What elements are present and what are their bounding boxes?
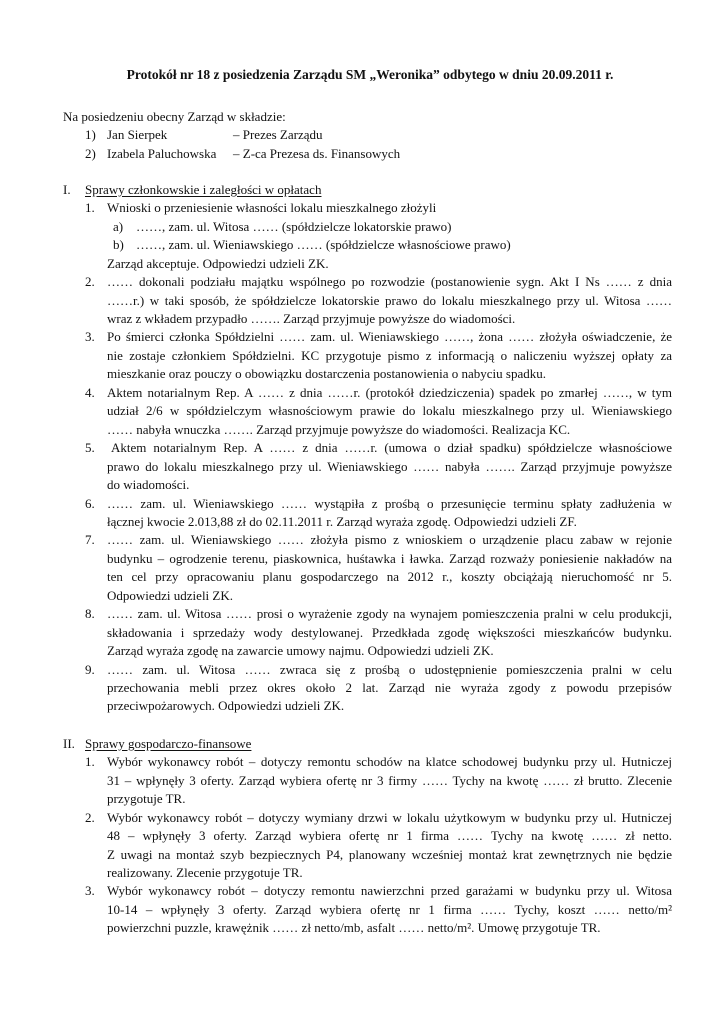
item-number: 3. bbox=[85, 883, 95, 899]
paragraph-line: 31 – wpłynęły 3 oferty. Zarząd wybiera ofertę nr 3 firmy …… Tychy na kwotę …… zł brutto. Zlecenie bbox=[107, 772, 672, 788]
paragraph-line: wraz z wkładem przypadło ……. Zarząd przyjmuje powyższe do wiadomości. bbox=[107, 310, 516, 326]
paragraph-line: Aktem notarialnym Rep. A …… z dnia ……r. (protokół dziedziczenia) spadek po zmarłej ……, w tym bbox=[107, 384, 672, 400]
paragraph-line: Wybór wykonawcy robót – dotyczy wymiany drzwi w lokalu użytkowym w budynku przy ul. Hutniczej bbox=[107, 809, 672, 825]
item-number: 3. bbox=[85, 329, 95, 345]
paragraph-line: prawo do lokalu mieszkalnego przy ul. Wieniawskiego …… nabyła ……. Zarząd przyjmuje powyższe bbox=[107, 458, 672, 474]
attendance-intro: Na posiedzeniu obecny Zarząd w składzie: bbox=[63, 108, 286, 124]
item-conclusion: Zarząd akceptuje. Odpowiedzi udzieli ZK. bbox=[107, 255, 329, 271]
paragraph-line: Aktem notarialnym Rep. A …… z dnia ……r. (umowa o dział spadku) spółdzielcze własnościowe bbox=[111, 440, 672, 456]
item-number: 1. bbox=[85, 754, 95, 770]
item-row bbox=[0, 439, 725, 457]
member-role: – Prezes Zarządu bbox=[233, 127, 323, 143]
paragraph-line: do wiadomości. bbox=[107, 477, 190, 493]
section-economic-financial bbox=[0, 735, 725, 938]
section-number: II. bbox=[63, 735, 75, 751]
paragraph-line: nie zostaje członkiem Spółdzielni. KC przygotuje pismo z informacją o naliczeniu wyższej opłaty za bbox=[107, 347, 672, 363]
item-row bbox=[0, 882, 725, 900]
attendance-block bbox=[0, 108, 725, 163]
paragraph-line: przygotuje TR. bbox=[107, 791, 186, 807]
item-number: 2. bbox=[85, 809, 95, 825]
paragraph-line: …… zam. ul. Witosa …… prosi o wyrażenie zgody na wynajem pomieszczenia pralni w celu produkcji, bbox=[107, 606, 672, 622]
item-row bbox=[0, 809, 725, 827]
member-name: Jan Sierpek bbox=[107, 127, 168, 143]
section-heading-row bbox=[0, 181, 725, 199]
item-number: 6. bbox=[85, 495, 95, 511]
section-heading-row bbox=[0, 735, 725, 753]
section-number: I. bbox=[63, 181, 71, 197]
paragraph-line: Po śmierci członka Spółdzielni …… zam. ul. Wieniawskiego ……, żona …… złożyła oświadczenie, że bbox=[107, 329, 672, 345]
item-number: 7. bbox=[85, 532, 95, 548]
paragraph-line: przeciwpożarowych. Odpowiedzi udzieli ZK. bbox=[107, 698, 345, 714]
section-membership bbox=[0, 181, 725, 716]
item-row bbox=[0, 753, 725, 771]
document-title: Protokół nr 18 z posiedzenia Zarządu SM „Weronika” odbytego w dniu 20.09.2011 r. bbox=[126, 67, 614, 82]
member-number: 2) bbox=[85, 145, 96, 161]
paragraph-line: łącznej kwocie 2.013,88 zł do 02.11.2011 r. Zarząd wyraża zgodę. Odpowiedzi udzieli ZF. bbox=[107, 513, 577, 529]
item-number: 9. bbox=[85, 661, 95, 677]
paragraph-line: …… nabyła wnuczka ……. Zarząd przyjmuje powyższe do wiadomości. Realizacja KC. bbox=[107, 421, 571, 437]
paragraph-line: Odpowiedzi udzieli ZK. bbox=[107, 587, 233, 603]
member-row bbox=[0, 145, 725, 163]
paragraph-line: budynku – ogrodzenie terenu, piaskownica, huśtawka i ławka. Zarząd rozważy poniesienie nakładów na bbox=[107, 550, 672, 566]
item-row bbox=[0, 605, 725, 623]
paragraph-line: przechowania mebli przez okres około 2 lat. Zarząd nie wyraża zgody z powodu przepisów bbox=[107, 680, 672, 696]
paragraph-line: Wnioski o przeniesienie własności lokalu mieszkalnego złożyli bbox=[107, 200, 437, 216]
paragraph-line: mieszkanie oraz pouczy o obowiązku dostarczenia postanowienia o nabyciu spadku. bbox=[107, 366, 546, 382]
paragraph-line: …… zam. ul. Witosa …… zwraca się z prośbą o udostępnienie pomieszczenia pralni w celu bbox=[107, 661, 672, 677]
item-row bbox=[0, 273, 725, 291]
item-number: 5. bbox=[85, 440, 95, 456]
item-number: 8. bbox=[85, 606, 95, 622]
subitem-row bbox=[0, 236, 725, 254]
section-heading: Sprawy członkowskie i zaległości w opłatach bbox=[85, 181, 322, 197]
member-number: 1) bbox=[85, 127, 96, 143]
paragraph-line: ……r.) w taki sposób, że spółdzielcze lokatorskie prawo do lokalu mieszkalnego przy ul. Witosa …… bbox=[107, 292, 672, 308]
item-row bbox=[0, 495, 725, 513]
paragraph-line: …… dokonali podziału majątku wspólnego po rozwodzie (postanowienie sygn. Akt I Ns …… z dnia bbox=[107, 274, 672, 290]
subitem-text: ……, zam. ul. Witosa …… (spółdzielcze lokatorskie prawo) bbox=[136, 218, 452, 234]
paragraph-line: składowania i sprzedaży wody destylowanej. Przedkłada zgodę większości mieszkańców budynku. bbox=[107, 624, 672, 640]
paragraph-line: …… zam. ul. Wieniawskiego …… złożyła pismo z wnioskiem o urządzenie placu zabaw w rejonie bbox=[107, 532, 672, 548]
paragraph-line: Wybór wykonawcy robót – dotyczy remontu nawierzchni przed garażami w budynku przy ul. Witosa bbox=[107, 883, 672, 899]
paragraph-line: powierzchni puzzle, krawężnik …… zł netto/mb, asfalt …… netto/m². Umowę przygotuje TR. bbox=[107, 920, 601, 936]
member-role: – Z-ca Prezesa ds. Finansowych bbox=[233, 145, 401, 161]
item-number: 4. bbox=[85, 384, 95, 400]
item-row bbox=[0, 328, 725, 346]
paragraph-line: realizowany. Zlecenie przygotuje TR. bbox=[107, 864, 303, 880]
paragraph-line: 10-14 – wpłynęły 3 oferty. Zarząd wybiera ofertę nr 1 firma …… Tychy, koszt …… netto/m² bbox=[107, 901, 672, 917]
item-row bbox=[0, 199, 725, 217]
paragraph-line: Zarząd wyraża zgodę na zawarcie umowy najmu. Odpowiedzi udzieli ZK. bbox=[107, 643, 494, 659]
item-conclusion-row bbox=[0, 255, 725, 273]
subitem-row bbox=[0, 218, 725, 236]
paragraph-line: Wybór wykonawcy robót – dotyczy remontu schodów na klatce schodowej budynku przy ul. Hutniczej bbox=[107, 754, 672, 770]
section-heading: Sprawy gospodarczo-finansowe bbox=[85, 735, 252, 751]
item-row bbox=[0, 531, 725, 549]
paragraph-line: udział 2/6 w spółdzielczym własnościowym prawie do lokalu mieszkalnego przy ul. Wieniawskiego bbox=[107, 403, 672, 419]
member-row bbox=[0, 126, 725, 144]
item-row bbox=[0, 384, 725, 402]
subitem-letter: a) bbox=[113, 218, 124, 234]
subitem-letter: b) bbox=[113, 237, 124, 253]
item-number: 2. bbox=[85, 274, 95, 290]
member-name: Izabela Paluchowska bbox=[107, 145, 217, 161]
item-number: 1. bbox=[85, 200, 95, 216]
item-row bbox=[0, 661, 725, 679]
attendance-intro-row bbox=[0, 108, 725, 126]
paragraph-line: …… zam. ul. Wieniawskiego …… wystąpiła z prośbą o przesunięcie terminu spłaty zadłużenia w bbox=[107, 495, 672, 511]
paragraph-line: ten cel przy opracowaniu planu gospodarczego na 2012 r., koszty obciążają nieruchomość nr 5. bbox=[107, 569, 672, 585]
subitem-text: ……, zam. ul. Wieniawskiego …… (spółdzielcze własnościowe prawo) bbox=[136, 237, 511, 253]
paragraph-line: Z uwagi na montaż szyb bezpiecznych P4, planowany wcześniej montaż krat zewnętrznych nie będzie bbox=[107, 846, 672, 862]
paragraph-line: 48 – wpłynęły 3 oferty. Zarząd wybiera ofertę nr 1 firma …… Tychy na kwotę …… zł netto. bbox=[107, 828, 672, 844]
